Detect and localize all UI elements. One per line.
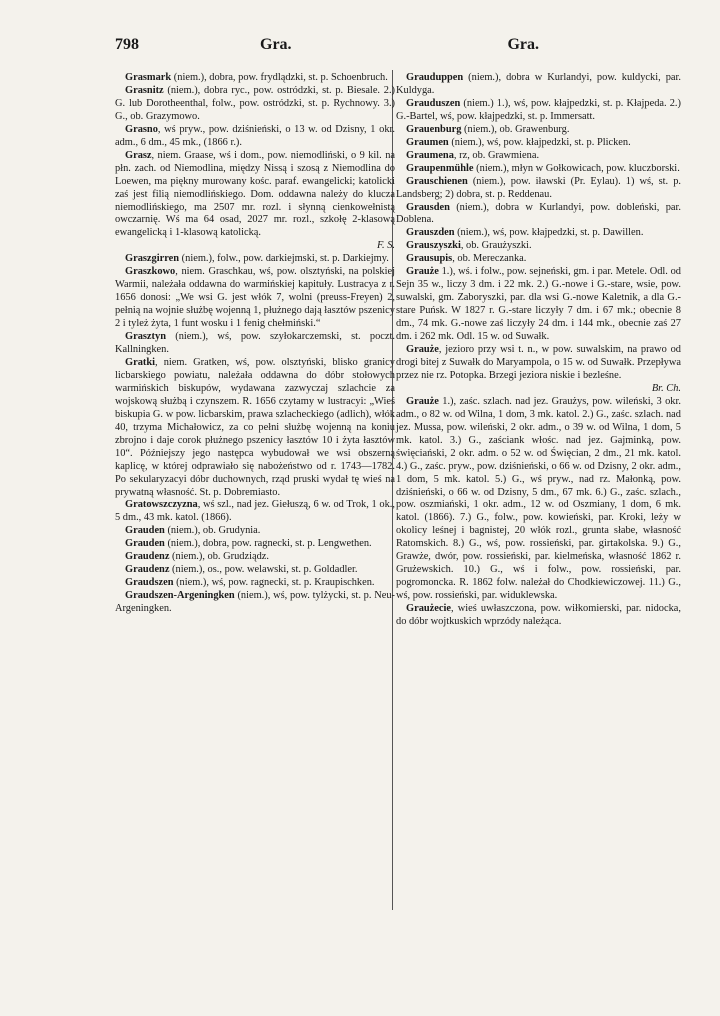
entry-headword: Grauże <box>406 344 439 356</box>
entry-headword: Graudszen-Argeningken <box>125 590 235 602</box>
dictionary-entry <box>396 163 681 176</box>
entry-text: (niem.), ob. Grudziądz. <box>169 551 269 563</box>
entry-headword: Graudenz <box>125 551 170 563</box>
dictionary-entry <box>396 124 681 137</box>
entry-text: , jezioro przy wsi t. n., w pow. suwalskim, na prawo od drogi bitej z Suwałk do Maryampola, o 15 w. od Suwałk. Przepływa przez nie rz. Potopka. Brzegi jeziora niskie i bezleśne. <box>396 344 681 381</box>
dictionary-entry <box>115 85 395 124</box>
right-column <box>396 72 681 629</box>
entry-text: , ob. Mereczanka. <box>452 253 527 265</box>
dictionary-entry <box>396 202 681 228</box>
entry-text: , niem. Graase, wś i dom., pow. niemodliński, o 9 kil. na płn. zach. od Niemodlina, między Nissą i szosą z Niemodlina do Loewen, ma piękny murowany kośc. paraf. ewangelicki; katolicki zaś jest filią niemodlińskiego. Dom. oddawna należy do klucza niemodlińskiego, ma 2507 mr. rozl. i słynną cienkowełnistą owczarnię. Wś ma 64 osad, 2027 mr. rozl., szkołę 2-klasową ewangelicką i 1-klasową katolicką. <box>115 149 395 239</box>
dictionary-entry <box>115 577 395 590</box>
running-head-right: Gra. <box>507 36 539 53</box>
entry-text: (niem.), ob. Grudynia. <box>164 525 261 537</box>
dictionary-entry <box>115 499 395 525</box>
dictionary-entry <box>115 551 395 564</box>
entry-text: (niem.), pow. iławski (Pr. Eylau). 1) wś, st. p. Landsberg; 2) dobra, st. p. Reddenau. <box>396 175 681 200</box>
entry-headword: Grauże <box>406 266 439 278</box>
entry-text: , niem. Graschkau, wś, pow. olsztyński, na polskiej Warmii, należała oddawna do warmińskiej kapituły. Lustracya z r. 1656 donosi: „We wsi G. jest włók 7, wolni (preuss-Freyen) 2, pełnią na wojnie służbę wojenną 1, płużnego dają łasztów pszenicy 2 i tyleż żyta, 1 funt wosku i 1 fenig chełmiński.“ <box>115 266 395 330</box>
dictionary-entry <box>396 98 681 124</box>
entry-headword: Grausupis <box>406 253 453 265</box>
entry-headword: Graumena <box>406 149 454 161</box>
dictionary-entry <box>115 72 395 85</box>
entry-text: (niem.), młyn w Gołkowicach, pow. kluczborski. <box>473 162 680 174</box>
dictionary-entry <box>396 603 681 629</box>
entry-text: (niem.), dobra, pow. ragnecki, st. p. Lengwethen. <box>164 538 372 550</box>
entry-headword: Gratki <box>125 356 156 368</box>
dictionary-entry <box>115 357 395 499</box>
dictionary-entry <box>115 525 395 538</box>
entry-text: (niem.), dobra ryc., pow. ostródzki, st. p. Biesale. 2.) G. lub Dorotheenthal, folw., pow. ostródzki, st. p. Rychnowy. 3.) G., ob. Grazymowo. <box>115 84 395 122</box>
entry-headword: Grauszden <box>406 227 455 239</box>
entry-headword: Grauden <box>125 538 165 550</box>
entry-text: (niem.), wś, pow. ragnecki, st. p. Kraupischken. <box>173 577 375 589</box>
entry-headword: Grauschienen <box>406 175 468 187</box>
entry-headword: Grasnitz <box>125 84 164 96</box>
entry-text: , wś szl., nad jez. Giełuszą, 6 w. od Trok, 1 ok., 5 dm., 43 mk. katol. (1866). <box>115 499 395 524</box>
dictionary-entry <box>115 253 395 266</box>
page-header <box>115 30 681 56</box>
dictionary-entry <box>396 240 681 253</box>
entry-headword: Graudenz <box>125 564 170 576</box>
entry-text: , wś pryw., pow. dziśnieński, o 13 w. od Dzisny, 1 okr. adm., 6 dm., 45 mk., (1866 r.). <box>115 123 395 148</box>
entry-text: 1.), wś. i folw., pow. sejneński, gm. i par. Metele. Odl. od Sejn 35 w., liczy 3 dm. i 22 mk. 2.) G.-nowe i G.-stare, wsie, pow. suwalski, gm. Zaboryszki, par. dla wsi G.-nowe Kaletnik, a dla G.-stare Puńsk. W 1827 r. G.-stare liczyły 7 dm. i 67 mk.; obecnie 8 dm., 74 mk. G.-nowe zaś liczyły 24 dm. i 144 mk., obecnie zaś 27 dm. i 262 mk. Odl. 15 w. od Suwałk. <box>396 266 681 343</box>
entry-headword: Grauże <box>406 395 439 407</box>
entry-headword: Grauduppen <box>406 72 464 83</box>
dictionary-entry <box>396 227 681 240</box>
page-number: 798 <box>115 36 139 53</box>
entry-text: , niem. Gratken, wś, pow. olsztyński, blisko granicy licbarskiego powiatu, należała oddawna do dóbr stołowych warmińskich biskupów, wydawana zazwyczaj szlachcie za wojskową służbą i czynszem. R. 1656 czytamy w lustracyi: „Wieś biskupia G. w pow. licbarskim, prawa szlacheckiego (adlich), włók 40, trzyma Michałowicz, za co pełni służbę wojenną na koniu zbrojno i daje corok płużnego pszenicy łasztów 10 i żyta łasztów 10“. Późniejszy jego następca wybudował we wsi obszerną kaplicę, w której odprawiało się nabożeństwo od r. 1743—1782. Po sekularyzacyi dóbr duchownych, rząd pruski wydał tę wieś na prywatną własność. St. p. Dobremiasto. <box>115 356 395 498</box>
entry-text: (niem.), os., pow. welawski, st. p. Goldadler. <box>169 564 358 576</box>
entry-headword: Grauszyszki <box>406 240 461 252</box>
entry-headword: Grasztyn <box>125 331 166 343</box>
dictionary-entry <box>115 538 395 551</box>
running-head-left: Gra. <box>260 36 292 53</box>
entry-headword: Grasz <box>125 149 152 161</box>
entry-text: (niem.), wś, pow. kłajpedzki, st. p. Dawillen. <box>454 227 644 239</box>
entry-headword: Grausden <box>406 201 450 213</box>
entry-headword: Grasmark <box>125 72 172 83</box>
entry-text: , rz, ob. Grawmiena. <box>453 149 540 161</box>
author-signature: F. S. <box>377 240 395 252</box>
dictionary-entry <box>396 150 681 163</box>
dictionary-entry <box>396 176 681 202</box>
dictionary-entry <box>396 266 681 344</box>
dictionary-entry <box>115 590 395 616</box>
entry-text: (niem.), wś, pow. tylżycki, st. p. Neu-Argeningken. <box>115 590 395 615</box>
dictionary-entry <box>115 564 395 577</box>
dictionary-entry <box>396 137 681 150</box>
dictionary-entry <box>396 253 681 266</box>
dictionary-entry <box>115 331 395 357</box>
entry-text: (niem.), ob. Grawenburg. <box>461 123 570 135</box>
entry-text: (niem.) 1.), wś, pow. kłajpedzki, st. p. Kłajpeda. 2.) G.-Bartel, wś, pow. kłajpedzki, st. p. Immersatt. <box>396 97 681 122</box>
dictionary-entry <box>115 124 395 150</box>
entry-text: 1.), zaśc. szlach. nad jez. Graużys, pow. wileński, 3 okr. adm., o 82 w. od Wilna, 1 dom, 3 mk. katol. 2.) G., zaśc. szlach. nad jez. Mussa, pow. wileński, 2 okr. adm., o 39 w. od Wilna, 1 dom, 5 mk. katol. 3.) G., zaściank włośc. nad jez. Gajminką, pow. święciański, 2 okr. adm. o 52 w. od Święcian, 2 dm., 21 mk. katol. 4.) G., zaśc. pryw., pow. dziśnieński, o 66 w. od Dzisny, 2 okr. adm., 1 dom, 5 mk. katol. 5.) G., wś pryw., nad rz. Małonką, pow. dziśnieński, o 66 w. od Dzisny, 5 dm., 67 mk. 6.) G., zaśc. szlach., pow. oszmiański, 1 okr. adm., 12 w. od Oszmiany, 1 dom, 6 mk. katol. (1866). 7.) G., folw., pow. kowieński, par. Kroki, leży w okolicy leśnej i bagnistej, 20 włók rozl., grunta słabe, własność Ratomskich. 8.) G., wś, pow. rossieński, par. girtakolska. 9.) G., Grawże, dwór, pow. rossieński, par. kielmeńska, własność 1862 r. Grużewskich. 10.) G., wś i folw., pow. rossieński, par. pogromoncka. R. 1862 folw. należał do Chodkiewiczowej. 11.) G., wś, pow. rossieński, par. widuklewska. <box>396 395 681 602</box>
entry-headword: Grauenburg <box>406 123 462 135</box>
entry-text: (niem.), dobra w Kurlandyi, pow. kuldycki, par. Kuldyga. <box>396 72 681 96</box>
entry-headword: Grasno <box>125 123 158 135</box>
entry-text: , wieś uwłaszczona, pow. wiłkomierski, par. nidocka, do dóbr wojtkuskich wprzódy należąca. <box>396 603 681 628</box>
entry-text: (niem.), wś, pow. kłajpedzki, st. p. Plicken. <box>448 136 631 148</box>
entry-headword: Graszkowo <box>125 266 176 278</box>
dictionary-entry <box>396 72 681 98</box>
entry-text: (niem.), folw., pow. darkiejmski, st. p. Darkiejmy. <box>179 253 389 265</box>
entry-headword: Graszgirren <box>125 253 180 265</box>
left-column <box>115 72 395 616</box>
entry-headword: Graużecie <box>406 603 452 615</box>
entry-text: (niem.), dobra, pow. frydlądzki, st. p. Schoenbruch. <box>171 72 388 83</box>
dictionary-entry <box>396 344 681 383</box>
entry-headword: Gratowszczyzna <box>125 499 198 511</box>
dictionary-entry <box>396 396 681 603</box>
entry-text: , ob. Graużyszki. <box>460 240 532 252</box>
entry-text: (niem.), dobra w Kurlandyi, pow. dobleński, par. Doblena. <box>396 201 681 226</box>
entry-text: (niem.), wś, pow. szyłokarczemski, st. poczt. Kallningken. <box>115 331 395 356</box>
dictionary-entry <box>115 150 395 241</box>
entry-headword: Graumen <box>406 136 449 148</box>
entry-headword: Graudszen <box>125 577 174 589</box>
dictionary-entry <box>115 266 395 331</box>
author-signature: Br. Ch. <box>651 382 681 394</box>
entry-headword: Grauduszen <box>406 97 461 109</box>
entry-headword: Grauden <box>125 525 165 537</box>
entry-headword: Graupenmühle <box>406 162 474 174</box>
